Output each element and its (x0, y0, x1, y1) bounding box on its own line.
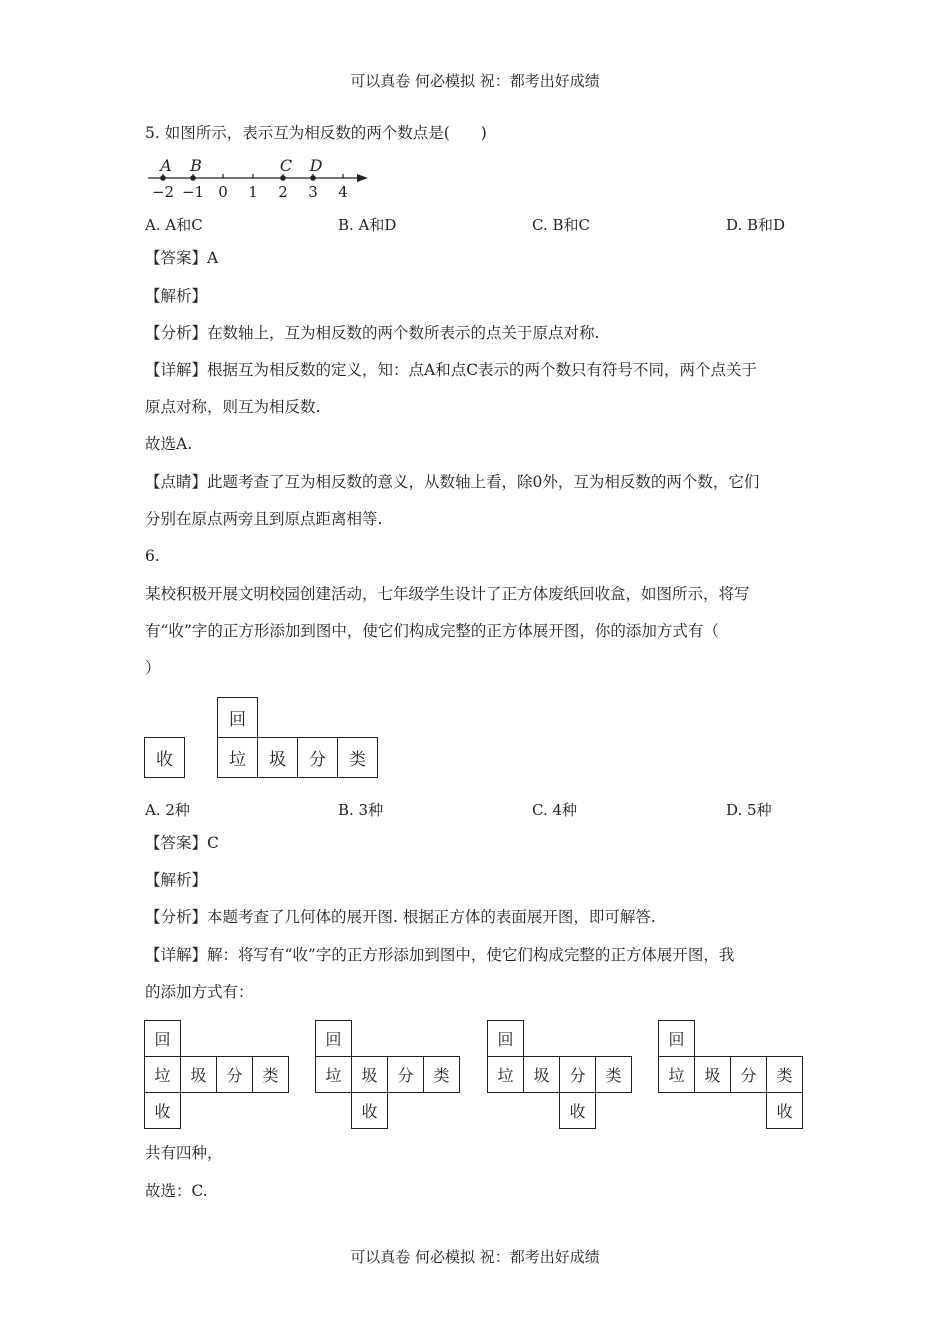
net-1-row-square: 圾 (180, 1056, 217, 1093)
page-footer: 可以真卷 何必模拟 祝：都考出好成绩 (350, 1248, 600, 1266)
number-line-point-label: D (309, 156, 323, 175)
hui-square: 回 (217, 697, 258, 738)
number-line-arrow (357, 174, 368, 182)
net-1-row-square: 垃 (144, 1056, 181, 1093)
net-4-shou-square: 收 (766, 1092, 803, 1129)
lei-square: 类 (337, 737, 378, 778)
q6-option-b[interactable]: B. 3种 (338, 801, 384, 819)
q5-answer: 【答案】A (145, 249, 219, 267)
q6-total: 共有四种， (145, 1144, 223, 1162)
q5-question: 5. 如图所示，表示互为相反数的两个数点是( ) (145, 124, 487, 142)
number-line-tick-label: 2 (278, 183, 288, 201)
net-2-row-square: 分 (387, 1056, 424, 1093)
net-3-hui-square: 回 (487, 1020, 524, 1057)
net-3-row-square: 圾 (523, 1056, 560, 1093)
q6-question-line-1: 某校积极开展文明校园创建活动，七年级学生设计了正方体废纸回收盒，如图所示，将写 (145, 585, 750, 603)
q6-choose: 故选：C. (145, 1182, 208, 1200)
q5-option-c[interactable]: C. B和C (532, 216, 590, 234)
la-square: 垃 (217, 737, 258, 778)
q5-detail-line-1: 【详解】根据互为相反数的定义，知：点A和点C表示的两个数只有符号不同，两个点关于 (145, 361, 758, 379)
net-4-hui-square: 回 (658, 1020, 695, 1057)
q5-analysis-title: 【解析】 (145, 287, 208, 305)
net-2-hui-square: 回 (315, 1020, 352, 1057)
net-4-row-square: 类 (766, 1056, 803, 1093)
page-header: 可以真卷 何必模拟 祝：都考出好成绩 (350, 72, 600, 90)
q5-choose: 故选A. (145, 435, 193, 453)
q6-answer: 【答案】C (145, 834, 219, 852)
q5-option-d[interactable]: D. B和D (726, 216, 786, 234)
net-2-row-square: 垃 (315, 1056, 352, 1093)
net-4-row-square: 垃 (658, 1056, 695, 1093)
q5-option-a[interactable]: A. A和C (145, 216, 203, 234)
number-line-point-label: C (279, 156, 293, 175)
number-line-tick-label: −1 (181, 183, 205, 201)
number-line-point-d (310, 175, 316, 181)
ji-square: 圾 (257, 737, 298, 778)
number-line-point-a (160, 175, 166, 181)
net-1-shou-square: 收 (144, 1092, 181, 1129)
q6-number: 6. (145, 547, 160, 565)
q6-analysis-title: 【解析】 (145, 871, 208, 889)
net-3-row-square: 垃 (487, 1056, 524, 1093)
net-3-row-square: 分 (559, 1056, 596, 1093)
number-line-point-label: B (190, 156, 202, 175)
q6-option-a[interactable]: A. 2种 (145, 801, 190, 819)
q5-comment-line-2: 分别在原点两旁且到原点距离相等. (145, 510, 383, 528)
net-1-row-square: 分 (216, 1056, 253, 1093)
number-line-point-b (190, 175, 196, 181)
q6-option-d[interactable]: D. 5种 (726, 801, 772, 819)
q6-question-line-2: 有“收”字的正方形添加到图中，使它们构成完整的正方体展开图，你的添加方式有（ (145, 622, 719, 640)
net-3-shou-square: 收 (559, 1092, 596, 1129)
fen-square: 分 (297, 737, 338, 778)
number-line-tick-label: 1 (248, 183, 258, 201)
number-line-tick-label: 4 (338, 183, 348, 201)
q5-analysis: 【分析】在数轴上，互为相反数的两个数所表示的点关于原点对称. (145, 324, 600, 342)
net-4-row-square: 分 (730, 1056, 767, 1093)
number-line-point-c (280, 175, 286, 181)
number-line-tick-label: −2 (151, 183, 175, 201)
number-line-point-label: A (160, 156, 172, 175)
net-3-row-square: 类 (595, 1056, 632, 1093)
q6-option-c[interactable]: C. 4种 (532, 801, 578, 819)
net-4-row-square: 圾 (694, 1056, 731, 1093)
q6-analysis: 【分析】本题考查了几何体的展开图. 根据正方体的表面展开图，即可解答. (145, 908, 656, 926)
shou-square: 收 (144, 737, 185, 778)
q5-option-b[interactable]: B. A和D (338, 216, 397, 234)
q6-detail-line-2: 的添加方式有： (145, 983, 254, 1001)
net-2-shou-square: 收 (351, 1092, 388, 1129)
net-1-row-square: 类 (252, 1056, 289, 1093)
number-line-tick-label: 3 (308, 183, 318, 201)
net-2-row-square: 类 (423, 1056, 460, 1093)
q6-detail-line-1: 【详解】解：将写有“收”字的正方形添加到图中，使它们构成完整的正方体展开图，我 (145, 946, 735, 964)
net-2-row-square: 圾 (351, 1056, 388, 1093)
q6-question-line-3: ） (145, 659, 161, 677)
net-1-hui-square: 回 (144, 1020, 181, 1057)
q5-comment-line-1: 【点睛】此题考查了互为相反数的意义，从数轴上看，除0外，互为相反数的两个数，它们 (145, 473, 760, 491)
number-line-tick-label: 0 (218, 183, 228, 201)
number-line-figure (140, 152, 380, 204)
q5-detail-line-2: 原点对称，则互为相反数. (145, 398, 321, 416)
